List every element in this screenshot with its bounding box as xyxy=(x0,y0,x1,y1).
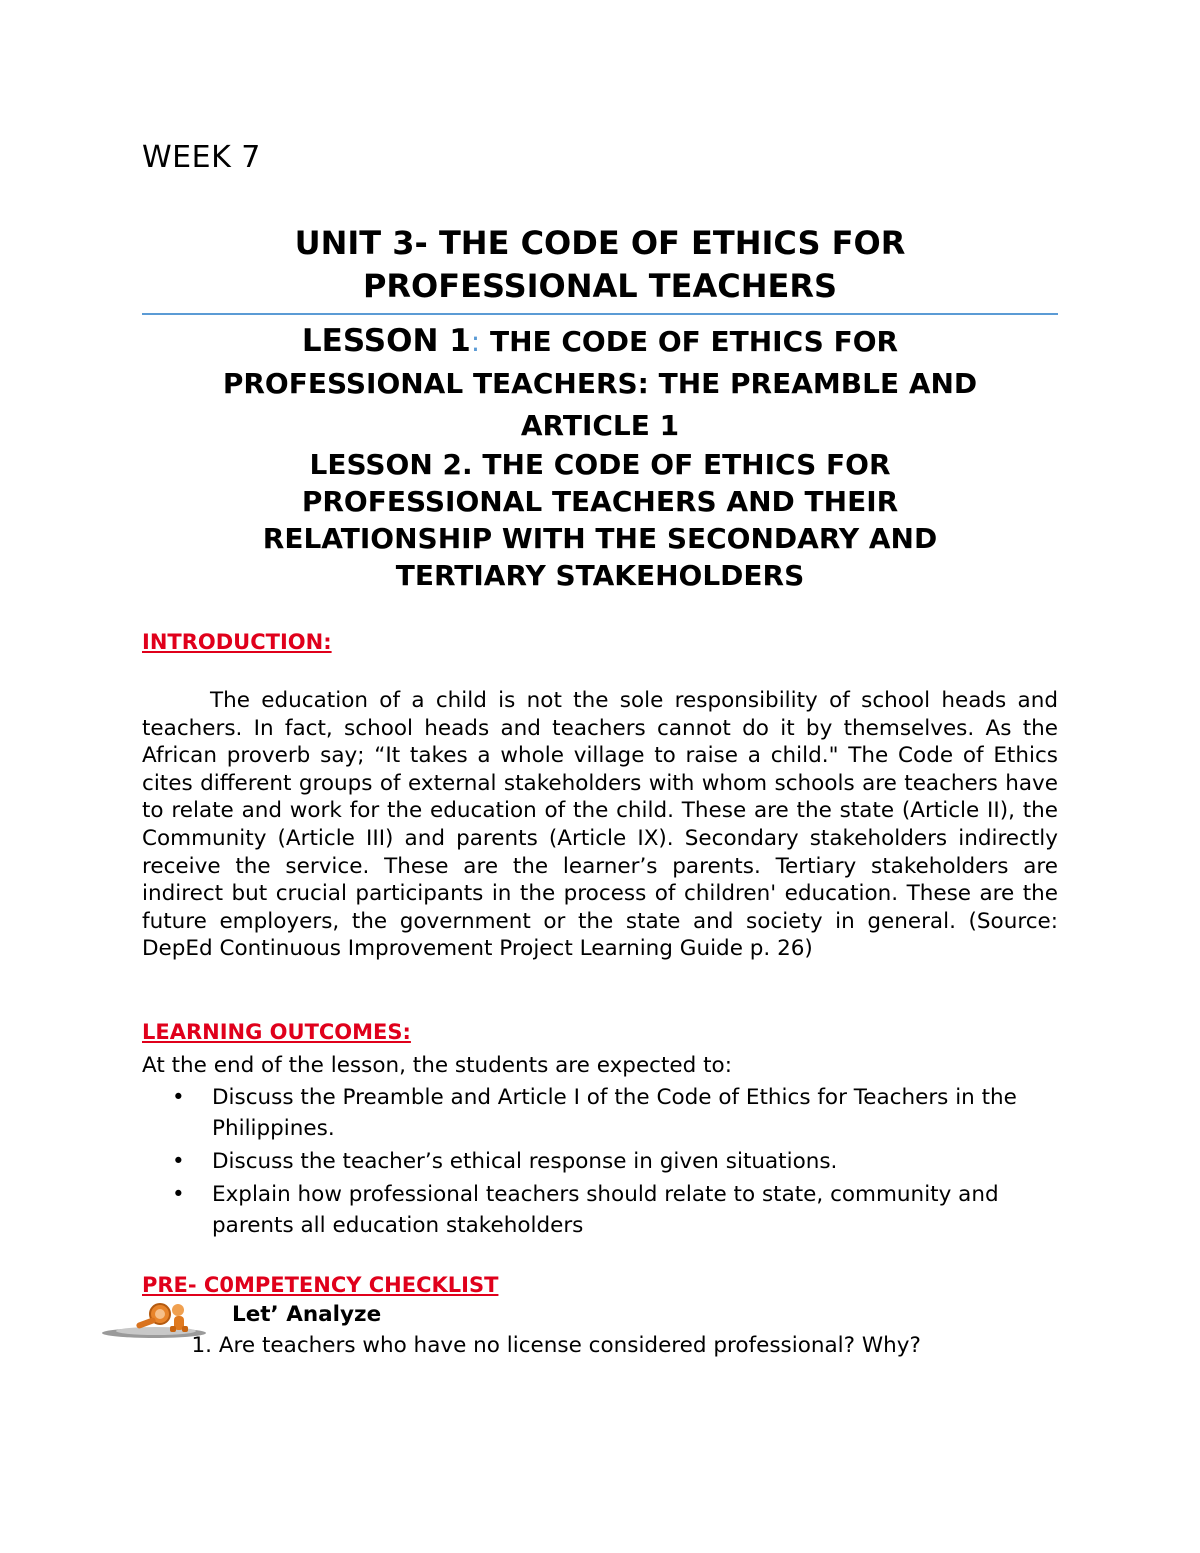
title-divider xyxy=(142,313,1058,315)
list-item-text: Discuss the teacher’s ethical response in given situations. xyxy=(212,1149,838,1174)
list-item xyxy=(142,1082,1058,1144)
question-text: Are teachers who have no license considered professional? Why? xyxy=(218,1333,921,1358)
bullet-icon: • xyxy=(172,1149,185,1174)
introduction-body xyxy=(142,687,1058,963)
learning-outcomes-list xyxy=(142,1082,1058,1243)
lesson-1-line2: PROFESSIONAL TEACHERS: THE PREAMBLE AND xyxy=(222,367,978,400)
question-number: 1. xyxy=(191,1333,212,1358)
lesson-1-line1: THE CODE OF ETHICS FOR xyxy=(480,325,899,358)
lesson-2-line: PROFESSIONAL TEACHERS AND THEIR xyxy=(301,485,899,518)
week-label: WEEK 7 xyxy=(142,140,261,175)
lesson-2-line: LESSON 2. THE CODE OF ETHICS FOR xyxy=(309,448,891,481)
bullet-icon: • xyxy=(172,1182,185,1207)
list-item-text: Explain how professional teachers should relate to state, community and parents all education stakeholders xyxy=(212,1182,999,1238)
introduction-heading: INTRODUCTION: xyxy=(142,630,332,654)
introduction-text: The education of a child is not the sole responsibility of school heads and teachers. In fact, school heads and teachers cannot do it by themselves. As the African proverb say; “It takes a whole village to raise a child." The Code of Ethics cites different groups of external stakeholders with whom schools are teachers have to relate and work for the education of the child. These are the state (Article II), the Community (Article III) and parents (Article IX). Secondary stakeholders indirectly receive the service. These are the learner’s parents. Tertiary stakeholders are indirect but crucial participants in the process of children' education. These are the future employers, the government or the state and society in general. (Source: DepEd Continuous Improvement Project Learning Guide p. 26) xyxy=(142,688,1058,962)
lesson-2-title xyxy=(142,446,1058,594)
learning-outcomes-lead: At the end of the lesson, the students are expected to: xyxy=(142,1053,732,1078)
list-item xyxy=(142,1179,1058,1241)
bullet-icon: • xyxy=(172,1085,185,1110)
lesson-2-line: TERTIARY STAKEHOLDERS xyxy=(395,559,805,592)
pre-competency-heading: PRE- C0MPETENCY CHECKLIST xyxy=(142,1273,499,1297)
lesson-1-title xyxy=(142,320,1058,447)
question-item xyxy=(142,1333,921,1358)
list-item xyxy=(142,1146,1058,1177)
unit-title-line: PROFESSIONAL TEACHERS xyxy=(362,267,838,305)
lesson-1-colon: : xyxy=(470,325,481,358)
unit-title-line: UNIT 3- THE CODE OF ETHICS FOR xyxy=(294,224,906,262)
lesson-1-label: LESSON 1 xyxy=(301,323,471,359)
lesson-1-line3: ARTICLE 1 xyxy=(520,409,680,442)
learning-outcomes-heading: LEARNING OUTCOMES: xyxy=(142,1020,411,1044)
unit-title xyxy=(142,222,1058,308)
lets-analyze-subheading: Let’ Analyze xyxy=(232,1302,382,1327)
lesson-2-line: RELATIONSHIP WITH THE SECONDARY AND xyxy=(262,522,938,555)
list-item-text: Discuss the Preamble and Article I of the Code of Ethics for Teachers in the Philippines. xyxy=(212,1085,1017,1141)
